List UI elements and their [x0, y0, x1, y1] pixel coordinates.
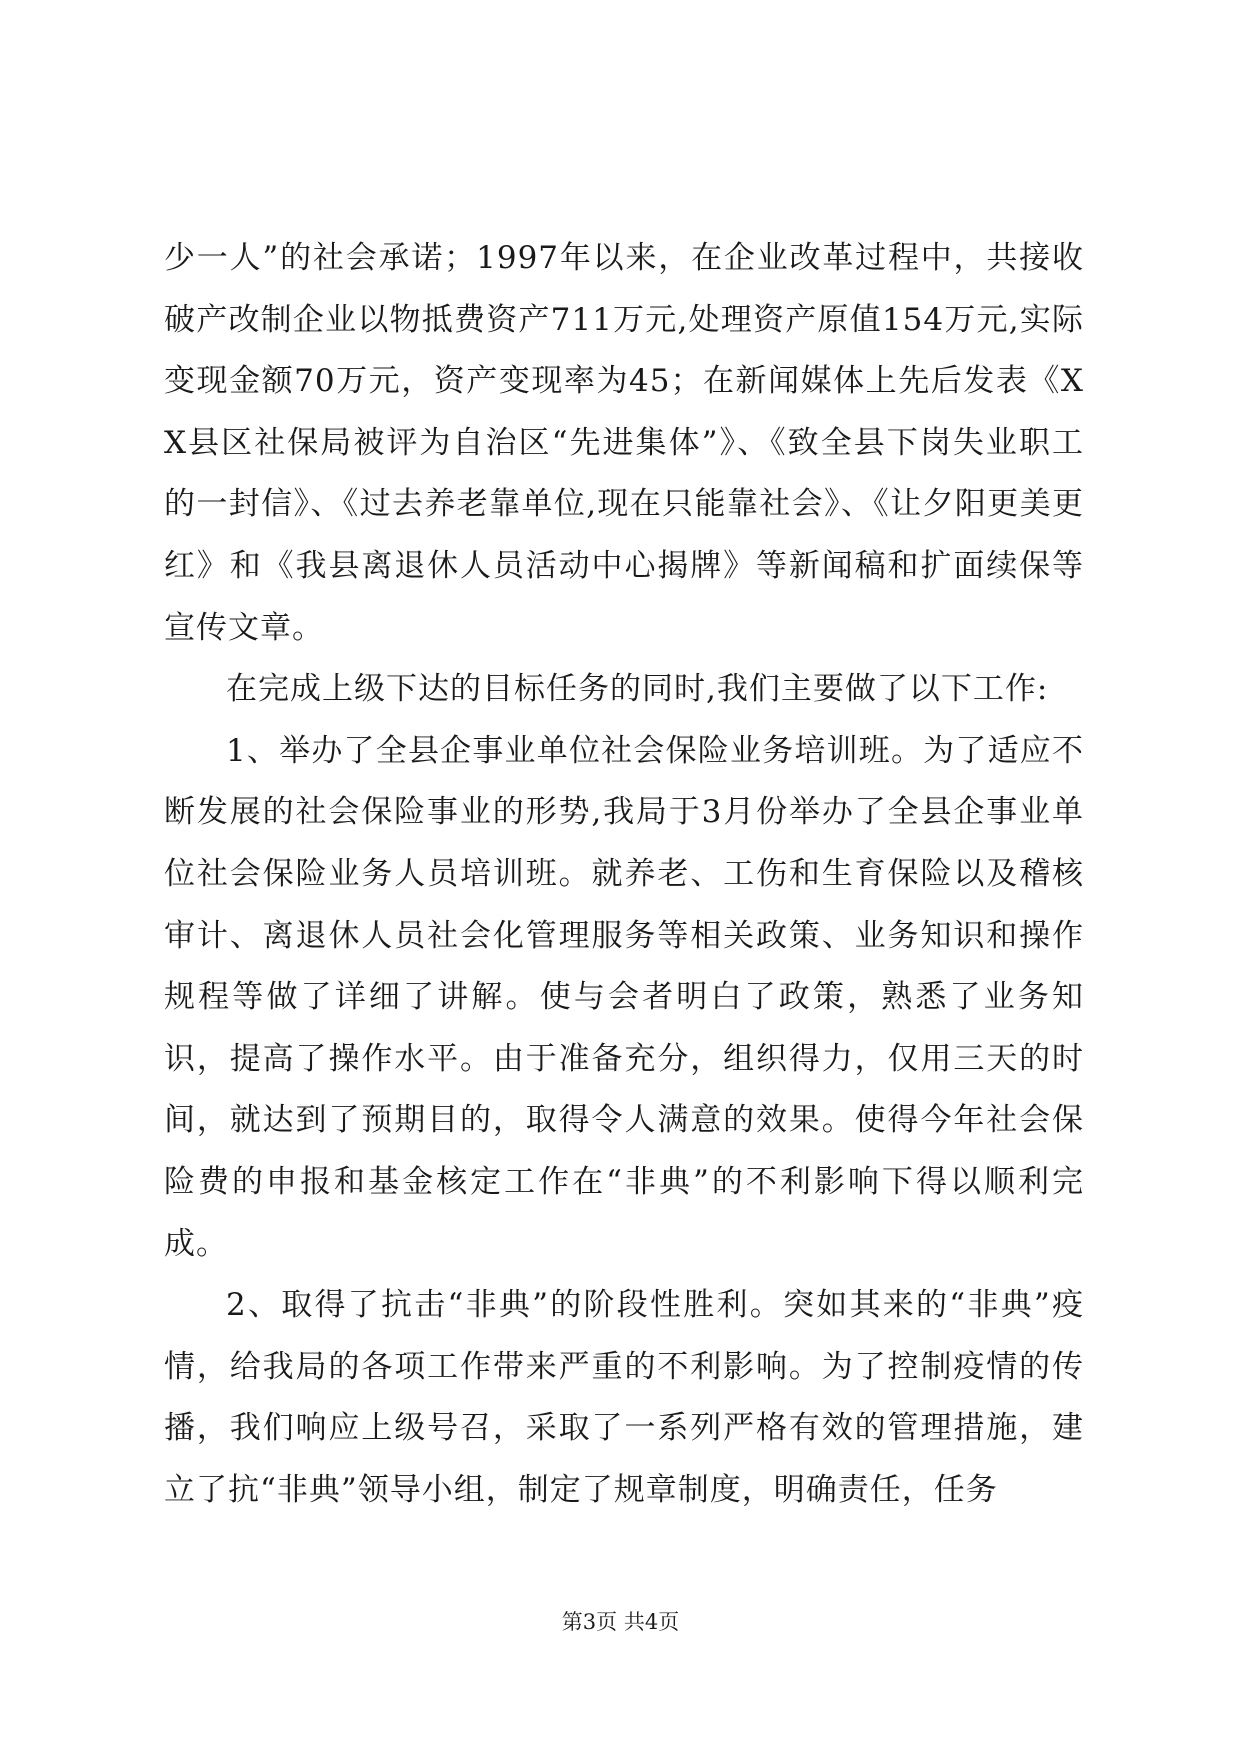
paragraph-item-2-sars: 2、取得了抗击“非典”的阶段性胜利。突如其来的“非典”疫情，给我局的各项工作带来严重的不利影响。为了控制疫情的传播，我们响应上级号召，采取了一系列严格有效的管理措施，建立了抗“非典”领导小组，制定了规章制度，明确责任，任务: [164, 1287, 1084, 1508]
page-footer: [0, 1608, 1241, 1636]
paragraph-continuation: 少一人”的社会承诺；1997年以来，在企业改革过程中，共接收破产改制企业以物抵费资产711万元,处理资产原值154万元,实际变现金额70万元，资产变现率为45；在新闻媒体上先后发表《XX县区社保局被评为自治区“先进集体”》、《致全县下岗失业职工的一封信》、《过去养老靠单位,现在只能靠社会》、《让夕阳更美更红》和《我县离退休人员活动中心揭牌》等新闻稿和扩面续保等宣传文章。: [164, 240, 1084, 646]
page-number-label: 第3页 共4页: [561, 1610, 680, 1634]
paragraph-intro-work: 在完成上级下达的目标任务的同时,我们主要做了以下工作:: [226, 671, 1049, 708]
paragraph-item-1-training: 1、举办了全县企事业单位社会保险业务培训班。为了适应不断发展的社会保险事业的形势,我局于3月份举办了全县企事业单位社会保险业务人员培训班。就养老、工伤和生育保险以及稽核审计、离退休人员社会化管理服务等相关政策、业务知识和操作规程等做了详细了讲解。使与会者明白了政策，熟悉了业务知识，提高了操作水平。由于准备充分，组织得力，仅用三天的时间，就达到了预期目的，取得令人满意的效果。使得今年社会保险费的申报和基金核定工作在“非典”的不利影响下得以顺利完成。: [164, 732, 1084, 1262]
document-body: [164, 228, 1084, 1521]
